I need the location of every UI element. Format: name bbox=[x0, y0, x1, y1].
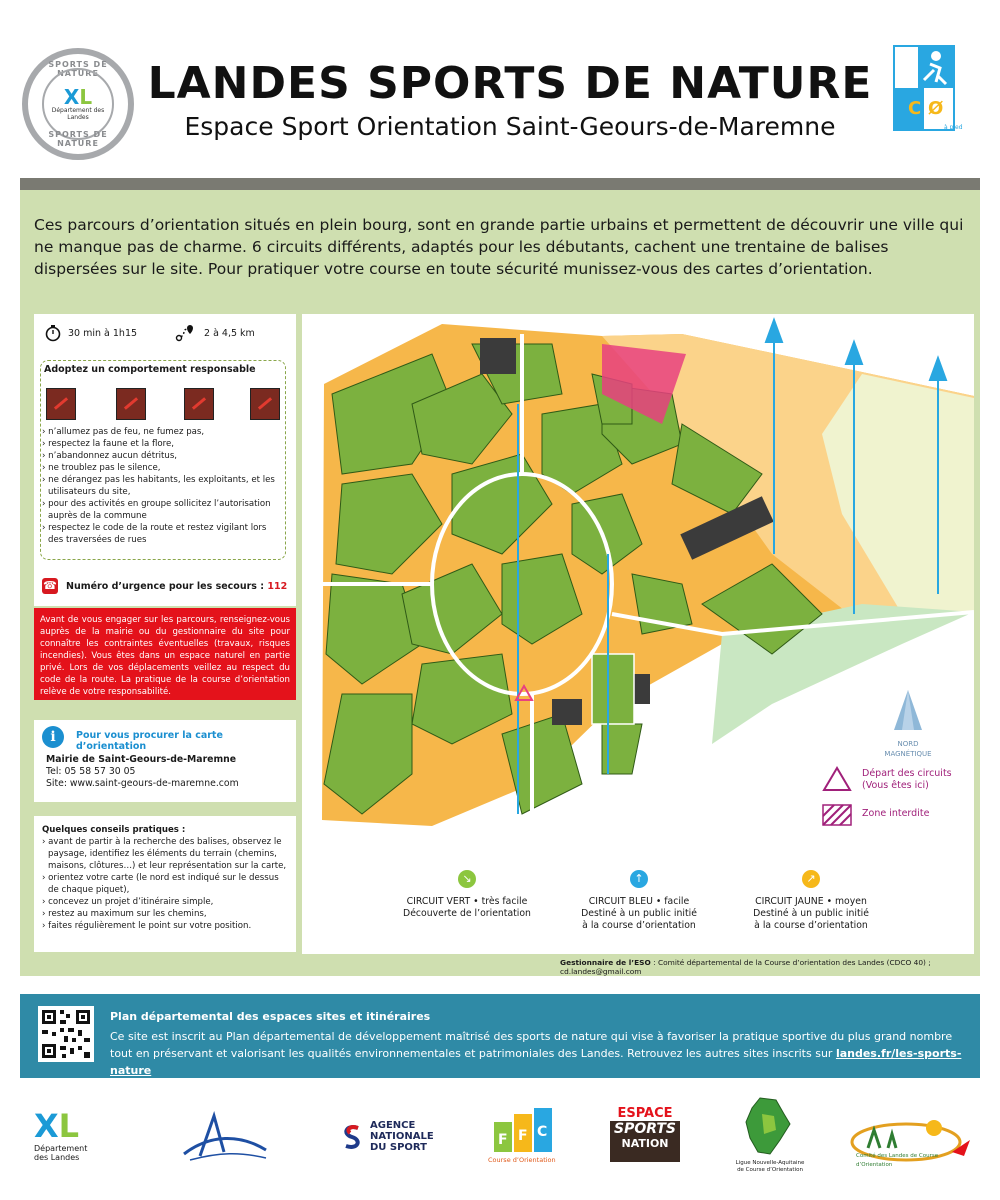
circuit-vert-arrow-icon: ↘ bbox=[458, 870, 476, 888]
partner-xl-landes bbox=[34, 1094, 124, 1174]
circuit-jaune-arrow-icon: ↗ bbox=[802, 870, 820, 888]
svg-text:C: C bbox=[537, 1124, 548, 1140]
circuit-jaune-title bbox=[726, 896, 896, 908]
ffco-caption: Course d’Orientation bbox=[488, 1156, 556, 1164]
co-logo-caption: à pied bbox=[944, 124, 963, 131]
start-legend-icon bbox=[822, 766, 852, 792]
circuit-vert-level: • très facile bbox=[470, 896, 528, 907]
partner-ffco bbox=[488, 1094, 558, 1174]
forbidden-zone-legend-icon bbox=[822, 804, 852, 826]
rule-item: › ne troublez pas le silence, bbox=[42, 463, 161, 473]
map-source-body bbox=[46, 754, 239, 790]
map-source-tel: Tel: 05 58 57 30 05 bbox=[46, 766, 136, 777]
partner-agence-nationale-sport bbox=[340, 1094, 450, 1174]
warning-box bbox=[34, 608, 296, 700]
map-source-title: Pour vous procurer la carte d’orientation bbox=[76, 730, 223, 752]
partner-espace-sports-nation bbox=[610, 1094, 686, 1174]
legend-start-sublabel: (Vous êtes ici) bbox=[862, 780, 929, 791]
circuit-jaune bbox=[726, 870, 896, 932]
circuit-vert bbox=[382, 870, 552, 920]
warning-text: Avant de vous engager sur les parcours, renseignez-vous auprès de la mairie ou du gestionnaire du site pour connaître les contraintes éventuelles (travaux, risques incendies). Vous êtes dans un espace naturel en partie privé. Lors de vos déplacements veillez au respect du code de la route. La pratique de la course d’orientation relève de votre responsabilité. bbox=[40, 615, 290, 697]
rule-item: › n’abandonnez aucun détritus, bbox=[42, 451, 178, 461]
svg-text:Ø: Ø bbox=[928, 98, 944, 119]
legend-start bbox=[862, 768, 952, 792]
intro-text: Ces parcours d’orientation situés en plein bourg, sont en grande partie urbains et permettent de découvrir une ville qui ne manque pas de charme. 6 circuits différents, adaptés pour les débutants, cachent une trentaine de balises dispersées sur le site. Pour pratiquer votre course en toute sécurité munissez-vous des cartes d’orientation. bbox=[34, 216, 964, 278]
tip-item: › avant de partir à la recherche des balises, observez le paysage, identifiez les éléments du terrain (chemins, maisons, clôtures…) et leur représentation sur la carte, bbox=[42, 837, 287, 871]
no-fire-icon bbox=[46, 388, 76, 420]
plan-departemental-band bbox=[20, 994, 980, 1078]
rule-item: › ne dérangez pas les habitants, les exploitants, et les utilisateurs du site, bbox=[42, 475, 275, 497]
circuit-jaune-name: CIRCUIT JAUNE bbox=[755, 896, 824, 907]
band-title: Plan départemental des espaces sites et itinéraires bbox=[110, 1010, 431, 1023]
xl-landes-logo-icon: XL bbox=[34, 1107, 80, 1145]
map-source-box bbox=[34, 720, 296, 802]
map-source-org: Mairie de Saint-Geours-de-Maremne bbox=[46, 754, 237, 765]
partner-comite-landes-co bbox=[848, 1094, 978, 1174]
duration-text: 30 min à 1h15 bbox=[68, 328, 138, 339]
xl-logo-icon: XL bbox=[63, 85, 93, 109]
info-row bbox=[34, 314, 296, 354]
band-body: Ce site est inscrit au Plan départemental de développement maîtrisé des sports de nature qui vise à favoriser la pratique sportive du plus grand nombre tout en préservant et valorisant les qualités environnementales et patrimoniales des Landes. Retrouvez les autres sites inscrits sur bbox=[110, 1030, 953, 1060]
espace-sports-logo-icon bbox=[610, 1106, 680, 1162]
circuit-bleu-desc-1: Destiné à un public initié bbox=[581, 908, 697, 919]
circuit-bleu-title bbox=[554, 896, 724, 908]
page-subtitle: Espace Sport Orientation Saint-Geours-de-Maremne bbox=[184, 112, 836, 141]
svg-text:F: F bbox=[498, 1132, 508, 1148]
stopwatch-icon bbox=[44, 324, 62, 342]
ans-logo-icon bbox=[340, 1122, 364, 1152]
circuit-jaune-level: • moyen bbox=[823, 896, 867, 907]
ans-line-3: DU SPORT bbox=[370, 1142, 428, 1153]
rule-item: › respectez la faune et la flore, bbox=[42, 439, 175, 449]
seal-ring-top: SPORTS DE NATURE bbox=[48, 60, 108, 78]
ans-line-2: NATIONALE bbox=[370, 1131, 434, 1142]
tips-text bbox=[42, 824, 292, 932]
panel-top-bar bbox=[20, 178, 980, 190]
svg-text:C: C bbox=[908, 98, 922, 119]
tips-box bbox=[34, 816, 296, 952]
magnetic-north-icon bbox=[894, 690, 922, 730]
emergency-number: 112 bbox=[267, 581, 288, 592]
circuit-jaune-desc-1: Destiné à un public initié bbox=[753, 908, 869, 919]
page-title: LANDES SPORTS DE NATURE bbox=[147, 58, 873, 109]
circuit-vert-desc: Découverte de l’orientation bbox=[403, 908, 531, 919]
emergency-box bbox=[34, 568, 296, 606]
sports-nature-seal-logo bbox=[22, 48, 134, 160]
tips-title: Quelques conseils pratiques : bbox=[42, 825, 186, 835]
ligue-caption: Ligue Nouvelle-Aquitaine de Course d’Orientation bbox=[735, 1160, 805, 1173]
no-picking-flora-icon bbox=[116, 388, 146, 420]
site-manager-detail: : Comité départemental de la Course d’orientation des Landes (CDCO 40) ; cd.landes@gmail.com bbox=[560, 958, 931, 976]
responsible-title: Adoptez un comportement responsable bbox=[44, 364, 256, 375]
emergency-label: Numéro d’urgence pour les secours : bbox=[66, 581, 265, 592]
mairie-saint-geours-logo-icon bbox=[180, 1094, 270, 1174]
seal-dept-label: Département des Landes bbox=[51, 107, 105, 121]
circuit-vert-name: CIRCUIT VERT bbox=[406, 896, 471, 907]
seal-ring-bottom: SPORTS DE NATURE bbox=[48, 130, 108, 148]
legend-start-label: Départ des circuits bbox=[862, 768, 952, 779]
circuit-bleu-level: • facile bbox=[652, 896, 690, 907]
svg-text:F: F bbox=[518, 1128, 528, 1144]
partner-ligue-nouvelle-aquitaine bbox=[732, 1094, 805, 1174]
distance-text: 2 à 4,5 km bbox=[204, 328, 255, 339]
orientation-map bbox=[302, 314, 974, 954]
map-source-site: Site: www.saint-geours-de-maremne.com bbox=[46, 778, 239, 789]
magnetic-north-label-1: NORD bbox=[897, 740, 919, 748]
tip-item: › restez au maximum sur les chemins, bbox=[42, 909, 207, 919]
qr-code-icon[interactable] bbox=[38, 1006, 94, 1062]
circuit-vert-title bbox=[382, 896, 552, 908]
ligue-map-logo-icon bbox=[740, 1094, 794, 1158]
rule-item: › respectez le code de la route et restez vigilant lors des traversées de rues bbox=[42, 523, 267, 545]
tip-item: › faites régulièrement le point sur votre position. bbox=[42, 921, 252, 931]
circuit-bleu-name: CIRCUIT BLEU bbox=[588, 896, 653, 907]
band-link[interactable]: landes.fr/les-sports-nature bbox=[110, 1047, 962, 1077]
rule-item: › n’allumez pas de feu, ne fumez pas, bbox=[42, 427, 205, 437]
route-icon bbox=[174, 323, 196, 343]
no-litter-icon bbox=[184, 388, 214, 420]
course-orientation-logo-icon bbox=[884, 40, 962, 136]
site-manager-text bbox=[560, 958, 980, 976]
circuit-jaune-desc-2: à la course d’orientation bbox=[754, 920, 868, 931]
tip-item: › orientez votre carte (le nord est indiqué sur le dessus de chaque piquet), bbox=[42, 873, 279, 895]
circuit-bleu-desc-2: à la course d’orientation bbox=[582, 920, 696, 931]
circuit-bleu-arrow-icon: ↑ bbox=[630, 870, 648, 888]
circuit-bleu bbox=[554, 870, 724, 932]
ffco-logo-icon bbox=[492, 1108, 554, 1154]
ans-line-1: AGENCE bbox=[370, 1120, 416, 1131]
site-manager-label: Gestionnaire de l’ESO bbox=[560, 958, 651, 967]
cdco-caption: Comité des Landes de Course d’Orientation bbox=[856, 1153, 939, 1168]
no-noise-icon bbox=[250, 388, 280, 420]
phone-icon: ☎ bbox=[43, 579, 57, 592]
ans-text bbox=[370, 1120, 434, 1153]
emergency-text bbox=[66, 581, 287, 592]
responsible-box bbox=[34, 354, 296, 568]
rule-item: › pour des activités en groupe sollicitez l’autorisation auprès de la commune bbox=[42, 499, 271, 521]
rules-list bbox=[42, 426, 278, 546]
band-text bbox=[110, 1028, 970, 1079]
legend-forbidden-zone: Zone interdite bbox=[862, 808, 930, 819]
espace-line-1: ESPACE bbox=[610, 1106, 680, 1121]
espace-line-3: NATION bbox=[621, 1137, 669, 1150]
tip-item: › concevez un projet d’itinéraire simple, bbox=[42, 897, 214, 907]
info-icon: i bbox=[42, 726, 64, 748]
magnetic-north-label-2: MAGNÉTIQUE bbox=[884, 750, 932, 758]
espace-line-2: SPORTS bbox=[613, 1121, 677, 1137]
xl-landes-label: Département des Landes bbox=[34, 1144, 88, 1162]
